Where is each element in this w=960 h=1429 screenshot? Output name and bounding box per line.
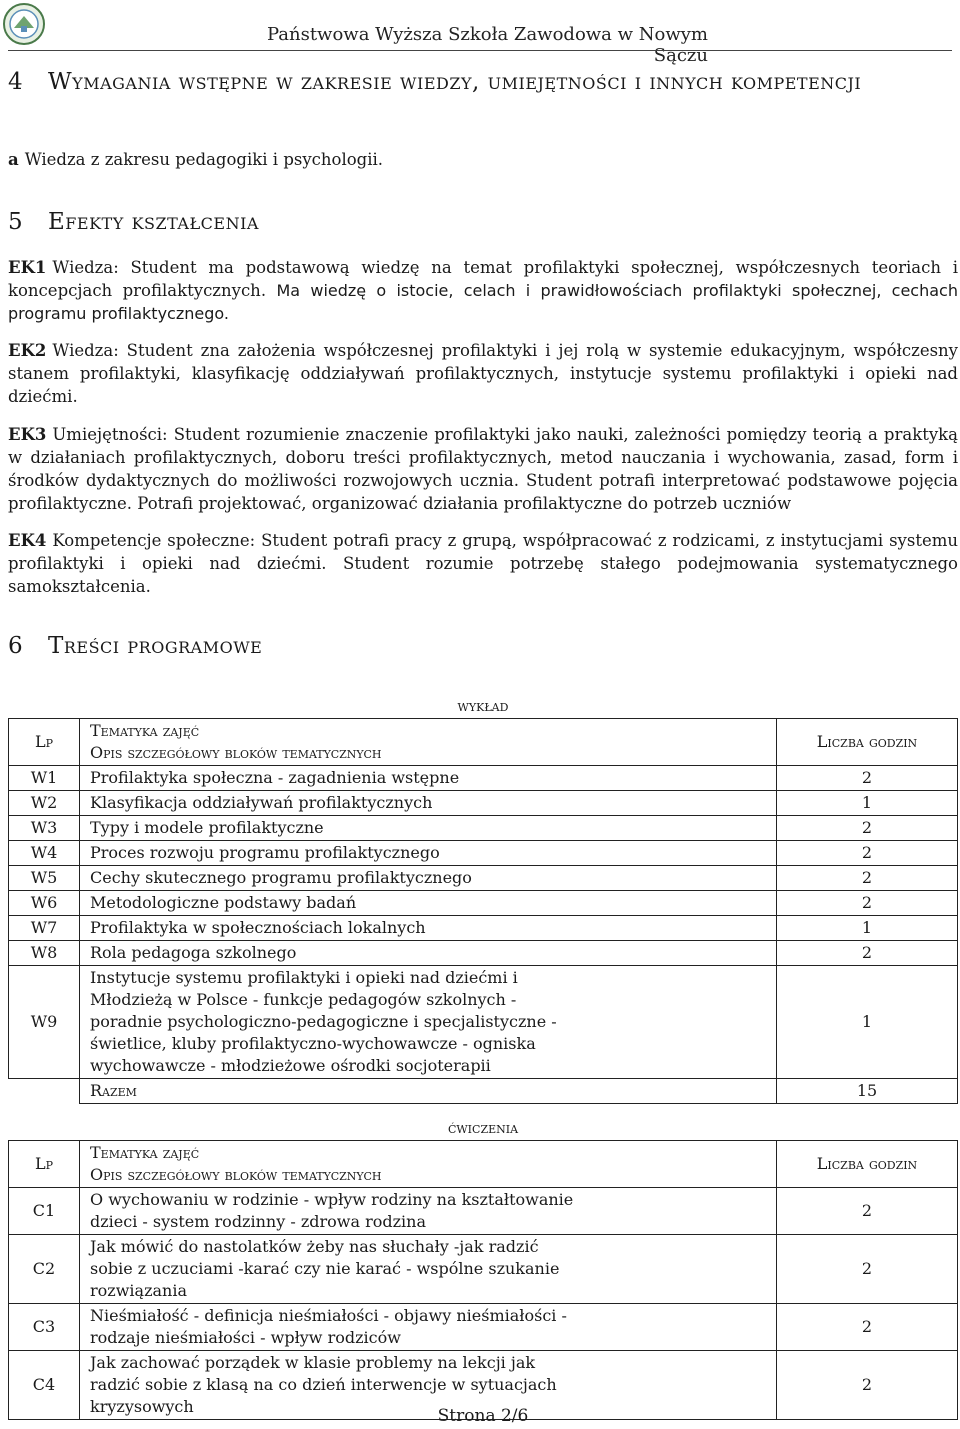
row-lp: C3 [9,1304,80,1351]
row-hours: 2 [777,1351,958,1420]
section-4-number: 4 [8,69,24,95]
table-row [9,891,958,916]
row-hours: 2 [777,866,958,891]
row-hours: 2 [777,891,958,916]
total-row [9,1079,958,1104]
header-lp: Lp [9,719,80,766]
header-institution: Państwowa Wyższa Szkoła Zawodowa w Nowym Sączu [266,24,708,66]
row-lp: W5 [9,866,80,891]
lecture-header-row [9,719,958,766]
row-lp: W9 [9,966,80,1079]
row-topic: Instytucje systemu profilaktyki i opieki nad dziećmi i Młodzieżą w Polsce - funkcje pedagogów szkolnych - poradnie psychologiczno-pedagogiczne i specjalistyczne - świetlice, kluby profilaktyczno-wychowawcze - ogniska wychowawcze - młodzieżowe ośrodki socjoterapii [80,966,777,1079]
section-6-number: 6 [8,633,24,659]
row-topic: Profilaktyka w społecznościach lokalnych [80,916,777,941]
section-4-item [8,148,958,171]
table-row [9,916,958,941]
row-lp: W3 [9,816,80,841]
header-lp: Lp [9,1141,80,1188]
row-lp: W7 [9,916,80,941]
ek1-text-sans: Ma wiedzę o istocie, celach i prawidłowościach profilaktyki społecznej, cechach programu profilaktycznego. [8,281,958,323]
row-lp: C4 [9,1351,80,1420]
section-6-title: Treści programowe [48,633,263,659]
header-hours: Liczba godzin [777,719,958,766]
row-topic: Profilaktyka społeczna - zagadnienia wstępne [80,766,777,791]
university-logo [2,2,46,46]
ek2-label: EK2 [8,341,47,360]
ek3-label: EK3 [8,425,47,444]
row-topic: Jak mówić do nastolatków żeby nas słuchały -jak radzić sobie z uczuciami -karać czy nie karać - wspólne szukanie rozwiązania [80,1235,777,1304]
section-6-heading [8,630,262,662]
ek4-label: EK4 [8,531,47,550]
row-lp: W4 [9,841,80,866]
row-hours: 2 [777,841,958,866]
lecture-caption: wykład [457,696,509,715]
exercises-table [8,1140,958,1420]
header-topic: Tematyka zajęć [90,1143,200,1162]
header-topic-cell [80,719,777,766]
table-row [9,841,958,866]
ek1-paragraph [8,256,958,325]
row-topic: Jak zachować porządek w klasie problemy na lekcji jak radzić sobie z klasą na co dzień interwencje w sytuacjach kryzysowych [80,1351,777,1420]
page-number: Strona 2/6 [437,1406,529,1426]
lecture-table [8,718,958,1104]
row-hours: 2 [777,766,958,791]
item-a-label: a [8,150,19,169]
header-detail: Opis szczegółowy bloków tematycznych [90,743,382,762]
table-row [9,966,958,1079]
row-lp: C1 [9,1188,80,1235]
row-hours: 2 [777,1304,958,1351]
row-hours: 2 [777,816,958,841]
header-topic: Tematyka zajęć [90,721,200,740]
row-topic: Nieśmiałość - definicja nieśmiałości - objawy nieśmiałości - rodzaje nieśmiałości - wpływ rodziców [80,1304,777,1351]
ek4-text: Kompetencje społeczne: Student potrafi pracy z grupą, współpracować z rodzicami, z instytucjami systemu profilaktyki i opieki nad dziećmi. Student rozumie potrzebę stałego podejmowania systematycznego samokształcenia. [8,531,958,596]
row-topic: Metodologiczne podstawy badań [80,891,777,916]
row-topic: Klasyfikacja oddziaływań profilaktycznych [80,791,777,816]
header-topic-cell [80,1141,777,1188]
ek2-paragraph [8,339,958,408]
table-row [9,816,958,841]
row-lp: W8 [9,941,80,966]
table-row [9,1235,958,1304]
row-topic: Proces rozwoju programu profilaktycznego [80,841,777,866]
header-divider [8,50,952,51]
ek3-paragraph [8,423,958,515]
ek2-text: Wiedza: Student zna założenia współczesnej profilaktyki i jej rolą w systemie edukacyjnym, współczesny stanem profilaktyki, klasyfikację oddziaływań profilaktycznych, instytucje systemu profilaktyki i opieki nad dziećmi. [8,341,958,406]
section-4-title: Wymagania wstępne w zakresie wiedzy, umiejętności i innych kompetencji [48,69,862,95]
row-hours: 1 [777,966,958,1079]
row-topic: Cechy skutecznego programu profilaktycznego [80,866,777,891]
ek4-paragraph [8,529,958,598]
section-4-heading [8,66,861,98]
table-row [9,941,958,966]
row-topic: Rola pedagoga szkolnego [80,941,777,966]
row-hours: 2 [777,1235,958,1304]
header-hours: Liczba godzin [777,1141,958,1188]
ek1-text: Wiedza: Student ma podstawową wiedzę na temat profilaktyki społecznej, współczesnych teoriach i koncepcjach profilaktycznych. [8,258,958,300]
section-5-number: 5 [8,209,24,235]
row-hours: 1 [777,791,958,816]
row-topic: Typy i modele profilaktyczne [80,816,777,841]
table-row [9,1188,958,1235]
total-value: 15 [777,1079,958,1104]
table-row [9,766,958,791]
ek1-label: EK1 [8,258,47,277]
table-row [9,1304,958,1351]
row-lp: W6 [9,891,80,916]
ek3-text: Umiejętności: Student rozumienie znaczenie profilaktyki jako nauki, zależności pomiędzy teorią a praktyką w działaniach profilaktycznych, doboru treści profilaktycznych, metod nauczania i wychowania, zasad, form i środków dydaktycznych do możliwości rozwojowych ucznia. Student potrafi interpretować podstawowe pojęcia profilaktyczne. Potrafi projektować, organizować działania profilaktyczne do potrzeb uczniów [8,425,958,513]
row-hours: 2 [777,1188,958,1235]
row-topic: O wychowaniu w rodzinie - wpływ rodziny na kształtowanie dzieci - system rodzinny - zdrowa rodzina [80,1188,777,1235]
row-lp: W2 [9,791,80,816]
item-a-text: Wiedza z zakresu pedagogiki i psychologii. [24,150,384,169]
row-lp: W1 [9,766,80,791]
table-row [9,866,958,891]
section-5-title: Efekty kształcenia [48,209,259,235]
section-5-heading [8,206,259,238]
header-detail: Opis szczegółowy bloków tematycznych [90,1165,382,1184]
row-lp: C2 [9,1235,80,1304]
exercises-header-row [9,1141,958,1188]
row-hours: 1 [777,916,958,941]
row-hours: 2 [777,941,958,966]
exercises-caption: ćwiczenia [447,1118,519,1137]
total-label: Razem [80,1079,777,1104]
table-row [9,791,958,816]
